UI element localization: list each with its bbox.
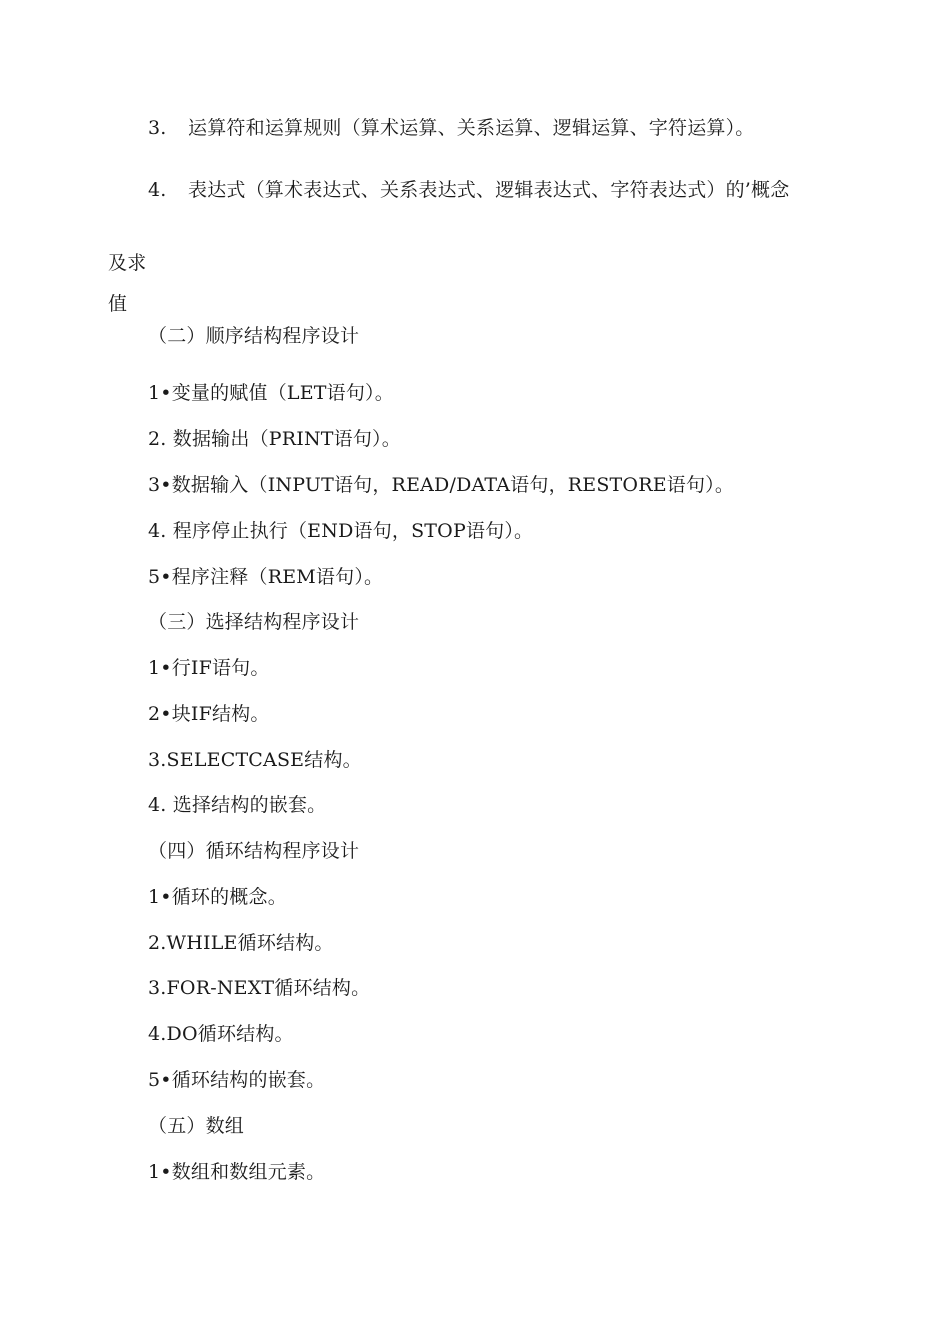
list-item-operators	[148, 116, 755, 140]
list-item: 2. 数据输出（PRINT语句）。	[148, 428, 401, 450]
item-continuation-clipped: 值	[108, 293, 128, 315]
list-item: 3.FOR-NEXT循环结构。	[148, 977, 371, 999]
list-item: 1•变量的赋值（LET语句）。	[148, 382, 394, 404]
list-item: 3.SELECTCASE结构。	[148, 749, 362, 771]
section-title-loop: （四）循环结构程序设计	[148, 840, 360, 862]
section-title-selection: （三）选择结构程序设计	[148, 611, 360, 633]
list-item: 5•程序注释（REM语句）。	[148, 566, 384, 588]
item-continuation: 及求	[108, 252, 147, 274]
list-item: 2•块IF结构。	[148, 703, 270, 725]
list-item: 2.WHILE循环结构。	[148, 932, 334, 954]
item-text: 表达式（算术表达式、关系表达式、逻辑表达式、字符表达式）的’概念	[188, 179, 790, 201]
item-text: 运算符和运算规则（算术运算、关系运算、逻辑运算、字符运算）。	[188, 117, 755, 139]
list-item: 5•循环结构的嵌套。	[148, 1069, 326, 1091]
section-title-array: （五）数组	[148, 1115, 245, 1137]
list-item: 1•行IF语句。	[148, 657, 270, 679]
item-number: 3.	[148, 117, 167, 139]
list-item: 1•数组和数组元素。	[148, 1161, 326, 1183]
list-item-expressions	[148, 178, 789, 202]
list-item: 4.DO循环结构。	[148, 1023, 294, 1045]
section-title-sequence: （二）顺序结构程序设计	[148, 325, 360, 347]
item-number: 4.	[148, 179, 167, 201]
list-item: 4. 选择结构的嵌套。	[148, 794, 327, 816]
list-item: 1•循环的概念。	[148, 886, 287, 908]
list-item: 4. 程序停止执行（END语句，STOP语句）。	[148, 520, 534, 542]
list-item: 3•数据输入（INPUT语句，READ/DATA语句，RESTORE语句）。	[148, 474, 735, 496]
